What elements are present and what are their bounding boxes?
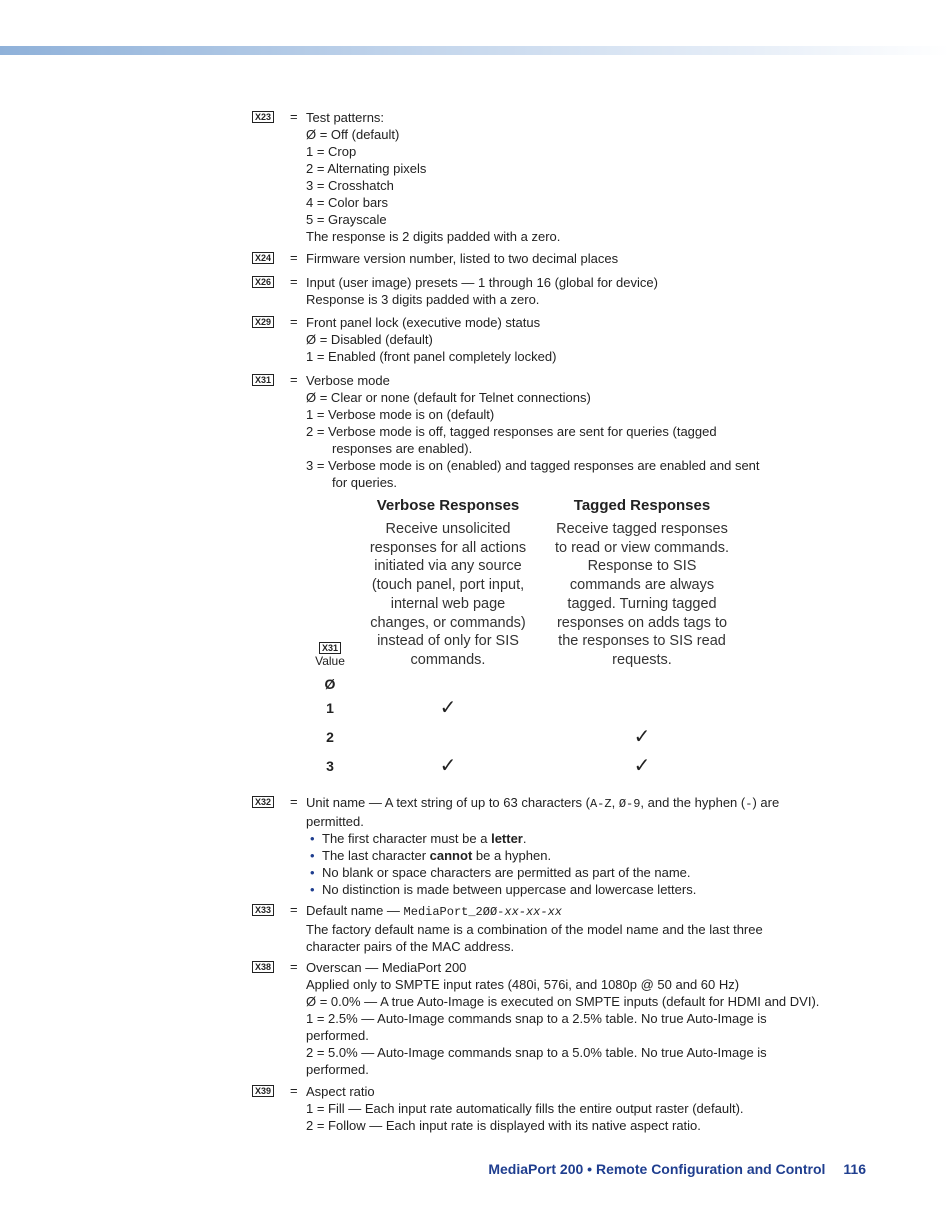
text-line: for queries. xyxy=(332,475,398,490)
verbose-description xyxy=(348,520,548,670)
bullet-item: • The last character cannot be a hyphen. xyxy=(310,848,552,863)
variable-label: X31 xyxy=(319,642,341,654)
equals-sign: = xyxy=(290,314,298,329)
bullet-item: • No blank or space characters are permitted as part of the name. xyxy=(310,865,691,880)
variable-label: X23 xyxy=(252,111,274,123)
check-icon: ✓ xyxy=(439,755,457,777)
row-value: Ø xyxy=(324,676,336,692)
variable-label: X32 xyxy=(252,796,274,808)
desc-line: changes, or commands) xyxy=(370,614,526,631)
desc-line: to read or view commands. xyxy=(554,539,730,556)
text-line: Default name — MediaPort_2ØØ-xx-xx-xx xyxy=(306,903,562,919)
equals-sign: = xyxy=(290,1083,298,1098)
text-line: Ø = Off (default) xyxy=(306,127,400,142)
desc-line: instead of only for SIS xyxy=(377,633,519,650)
text-line: Response is 3 digits padded with a zero. xyxy=(306,292,540,307)
entry-body xyxy=(306,902,852,955)
entry-body xyxy=(306,1083,852,1134)
entry-body xyxy=(306,274,852,308)
text-line: 4 = Color bars xyxy=(306,195,389,210)
text-line: 1 = Verbose mode is on (default) xyxy=(306,407,495,422)
variable-label: X33 xyxy=(252,904,274,916)
desc-line: commands. xyxy=(410,651,486,668)
text-line: character pairs of the MAC address. xyxy=(306,939,515,954)
bullet-icon: • xyxy=(310,831,315,846)
value-label: Value xyxy=(315,654,345,668)
bullet-icon: • xyxy=(310,882,315,897)
text-line: 5 = Grayscale xyxy=(306,212,387,227)
header-bar xyxy=(0,46,950,55)
variable-label: X39 xyxy=(252,1085,274,1097)
equals-sign: = xyxy=(290,274,298,289)
tagged-responses-heading: Tagged Responses xyxy=(573,497,711,514)
text-line: The response is 2 digits padded with a zero. xyxy=(306,229,561,244)
text-line: Front panel lock (executive mode) status xyxy=(306,315,541,330)
text-line: responses are enabled). xyxy=(332,441,473,456)
text-line: 2 = Verbose mode is off, tagged responses are sent for queries (tagged xyxy=(306,424,717,439)
text-line: 2 = Follow — Each input rate is displayed with its native aspect ratio. xyxy=(306,1118,701,1133)
equals-sign: = xyxy=(290,794,298,809)
text-line: 1 = Fill — Each input rate automatically fills the entire output raster (default). xyxy=(306,1101,744,1116)
text-line: Aspect ratio xyxy=(306,1084,375,1099)
text-line: Overscan — MediaPort 200 xyxy=(306,960,467,975)
desc-line: Response to SIS xyxy=(587,558,697,575)
check-icon: ✓ xyxy=(633,755,651,777)
page-footer xyxy=(488,1161,866,1177)
row-value: 3 xyxy=(326,758,334,774)
text-line: 1 = 2.5% — Auto-Image commands snap to a 2.5% table. No true Auto-Image is xyxy=(306,1011,767,1026)
bullet-icon: • xyxy=(310,848,315,863)
text-line: Input (user image) presets — 1 through 16 (global for device) xyxy=(306,275,658,290)
verbose-responses-heading: Verbose Responses xyxy=(376,497,520,514)
text-line: Test patterns: xyxy=(306,110,385,125)
text-line: 1 = Crop xyxy=(306,144,357,159)
page-number: 116 xyxy=(843,1161,866,1177)
variable-label: X26 xyxy=(252,276,274,288)
equals-sign: = xyxy=(290,109,298,124)
desc-line: responses for all actions xyxy=(369,539,527,556)
desc-line: responses on adds tags to xyxy=(556,614,728,631)
entry-body xyxy=(306,959,852,1078)
text-line: Verbose mode xyxy=(306,373,390,388)
text-line: 1 = Enabled (front panel completely locked) xyxy=(306,349,557,364)
verbose-tagged-table xyxy=(310,494,770,784)
text-line: performed. xyxy=(306,1028,369,1043)
row-value: 2 xyxy=(326,729,334,745)
equals-sign: = xyxy=(290,250,298,265)
text-line: The factory default name is a combination of the model name and the last three xyxy=(306,922,763,937)
value-column-heading xyxy=(310,640,350,668)
entry-body xyxy=(306,794,852,898)
text-line: permitted. xyxy=(306,814,364,829)
desc-line: requests. xyxy=(612,651,672,668)
entry-body xyxy=(306,314,852,365)
desc-line: commands are always xyxy=(569,577,715,594)
text-line: 3 = Verbose mode is on (enabled) and tagged responses are enabled and sent xyxy=(306,458,760,473)
equals-sign: = xyxy=(290,902,298,917)
variable-label: X29 xyxy=(252,316,274,328)
tagged-description xyxy=(542,520,742,670)
text-line: performed. xyxy=(306,1062,369,1077)
desc-line: Receive tagged responses xyxy=(556,521,728,537)
bullet-item: • No distinction is made between uppercase and lowercase letters. xyxy=(310,882,697,897)
text-line: Unit name — A text string of up to 63 characters (A-Z, Ø-9, and the hyphen (-) are xyxy=(306,795,780,811)
text-line: 2 = Alternating pixels xyxy=(306,161,427,176)
footer-title: MediaPort 200 • Remote Configuration and Control xyxy=(488,1161,826,1177)
text-line: Applied only to SMPTE input rates (480i, 576i, and 1080p @ 50 and 60 Hz) xyxy=(306,977,740,992)
text-line: Firmware version number, listed to two decimal places xyxy=(306,251,619,266)
desc-line: internal web page xyxy=(390,595,506,612)
desc-line: (touch panel, port input, xyxy=(371,577,525,594)
desc-line: initiated via any source xyxy=(374,558,522,575)
desc-line: Receive unsolicited xyxy=(385,521,511,537)
check-icon: ✓ xyxy=(633,726,651,748)
bullet-icon: • xyxy=(310,865,315,880)
text-line: Ø = Clear or none (default for Telnet connections) xyxy=(306,390,591,405)
variable-label: X24 xyxy=(252,252,274,264)
variable-label: X38 xyxy=(252,961,274,973)
equals-sign: = xyxy=(290,959,298,974)
entry-body xyxy=(306,109,852,245)
text-line: Ø = Disabled (default) xyxy=(306,332,433,347)
text-line: 3 = Crosshatch xyxy=(306,178,394,193)
bullet-item: • The first character must be a letter. xyxy=(310,831,527,846)
entry-body xyxy=(306,250,852,267)
text-line: 2 = 5.0% — Auto-Image commands snap to a 5.0% table. No true Auto-Image is xyxy=(306,1045,767,1060)
text-line: Ø = 0.0% — A true Auto-Image is executed on SMPTE inputs (default for HDMI and DVI). xyxy=(306,994,820,1009)
desc-line: the responses to SIS read xyxy=(558,633,726,650)
row-value: 1 xyxy=(326,700,334,716)
entry-body xyxy=(306,372,852,491)
variable-label: X31 xyxy=(252,374,274,386)
check-icon: ✓ xyxy=(439,697,457,719)
equals-sign: = xyxy=(290,372,298,387)
desc-line: tagged. Turning tagged xyxy=(567,595,717,612)
